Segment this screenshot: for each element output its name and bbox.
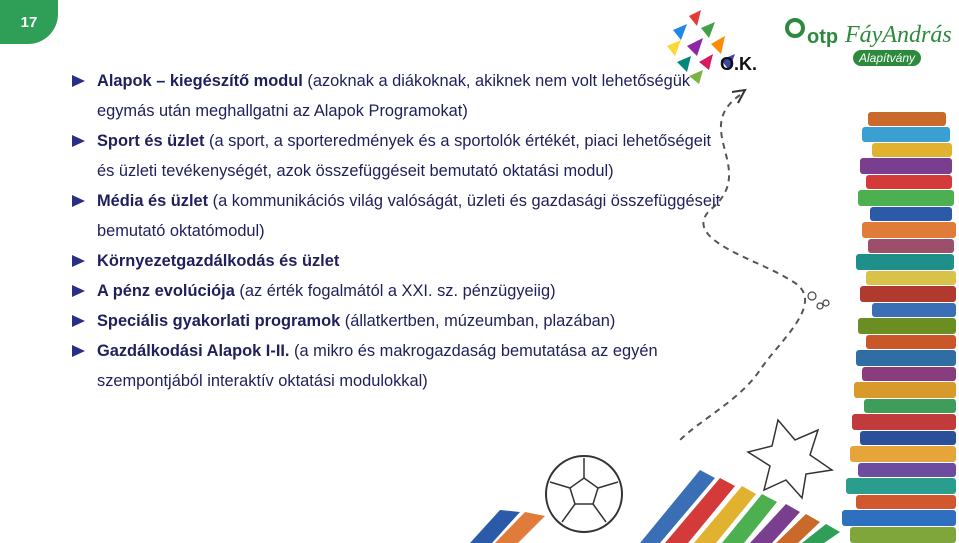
program-description: (a mikro és makrogazdaság bemutatása az egyén szempontjából interaktív oktatási modulokkal): [97, 342, 658, 390]
list-item: [72, 306, 722, 336]
bullet-arrow-icon: [72, 135, 85, 147]
program-title: Gazdálkodási Alapok I-II.: [97, 342, 290, 360]
list-item: [72, 336, 722, 396]
fay-andras-wordmark: FáyAndrás: [845, 22, 952, 48]
list-item: [72, 66, 722, 126]
program-title: Speciális gyakorlati programok: [97, 312, 341, 330]
otp-logo-icon: [785, 18, 805, 38]
program-list: [72, 66, 722, 396]
bullet-arrow-icon: [72, 345, 85, 357]
program-title: Környezetgazdálkodás és üzlet: [97, 252, 340, 270]
bullet-arrow-icon: [72, 315, 85, 327]
list-item: [72, 276, 722, 306]
bubble-icon: [808, 292, 816, 300]
list-item: [72, 126, 722, 186]
program-title: Média és üzlet: [97, 192, 209, 210]
foundation-label: Alapítvány: [853, 50, 921, 66]
ok-logo-text: O.K.: [720, 54, 758, 74]
soccer-ball-icon: [546, 456, 622, 532]
program-description: (a sport, a sporteredmények és a sportolók értékét, piaci lehetőségeit és üzleti tevékenységét, azok összefüggéseit bemutató oktatási modul): [97, 132, 712, 180]
otp-wordmark: otp: [807, 26, 839, 48]
program-description: (az érték fogalmától a XXI. sz. pénzügyeiig): [234, 282, 556, 300]
bullet-arrow-icon: [72, 255, 85, 267]
program-title: A pénz evolúciója: [97, 282, 235, 300]
program-description: (állatkertben, múzeumban, plazában): [340, 312, 616, 330]
star-burst-icon: [748, 420, 832, 498]
slide-number: 17: [20, 13, 38, 31]
bullet-arrow-icon: [72, 285, 85, 297]
program-title: Sport és üzlet: [97, 132, 205, 150]
list-item: [72, 246, 722, 276]
program-title: Alapok – kiegészítő modul: [97, 72, 303, 90]
list-item: [72, 186, 722, 246]
bullet-arrow-icon: [72, 75, 85, 87]
book-stack: [842, 112, 956, 543]
program-description: (azoknak a diákoknak, akiknek nem volt lehetőségük egymás után meghallgatni az Alapok Programokat): [97, 72, 691, 120]
bubble-icon: [823, 300, 829, 306]
program-description: (a kommunikációs világ valóságát, üzleti és gazdasági összefüggéseit bemutató oktatómodul): [97, 192, 721, 240]
bullet-arrow-icon: [72, 195, 85, 207]
bubble-icon: [817, 303, 823, 309]
